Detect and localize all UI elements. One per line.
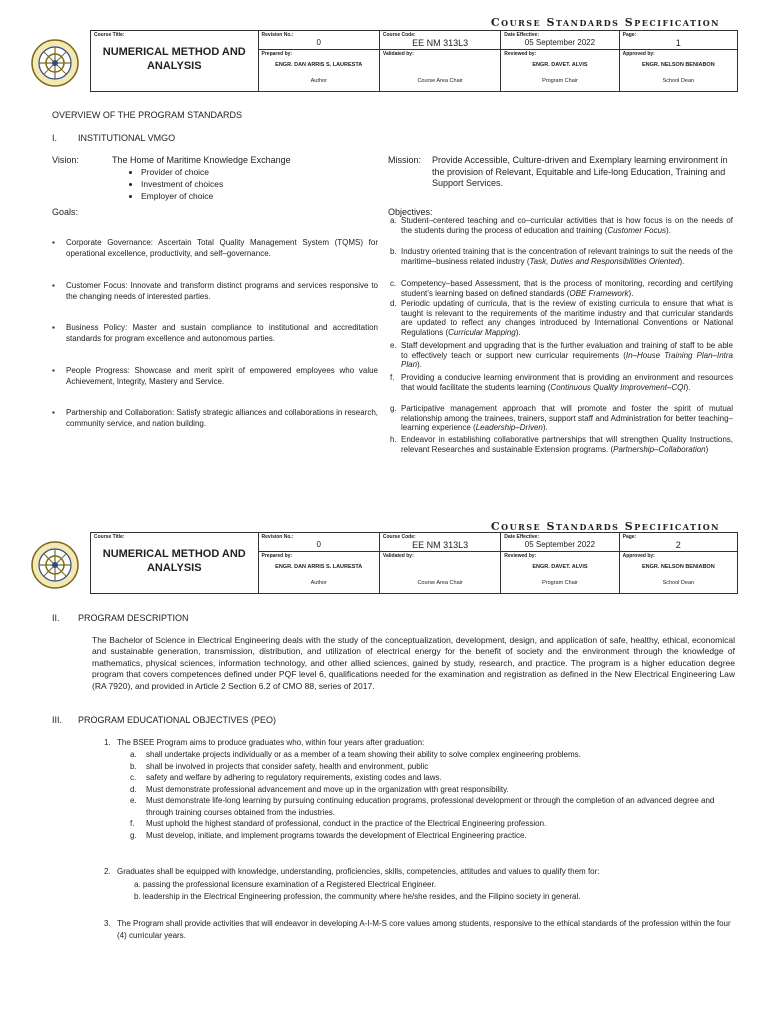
goals-label: Goals:	[52, 207, 79, 217]
section-1-title: INSTITUTIONAL VMGO	[78, 133, 176, 143]
spec-title-2: Course Standards Specification	[490, 520, 720, 533]
objective-item: b. Industry oriented training that is the concentration of relevant trainings to suit the needs of the maritime–business related industry (Task, Duties and Responsibilities Oriented).	[390, 247, 733, 266]
mission-label: Mission:	[388, 155, 422, 165]
reviewed-by: ENGR. DAVET. ALVIS	[532, 62, 588, 69]
section-1-number: I.	[52, 133, 58, 143]
list-item: f. Must uphold the highest standard of professional, conduct in the practice of the Electrical Engineering profession.	[130, 819, 547, 828]
list-item: • Provider of choice	[141, 166, 223, 178]
approver-role: School Dean	[662, 78, 695, 85]
course-title: NUMERICAL METHOD AND ANALYSIS	[102, 548, 246, 574]
list-item: g. Must develop, initiate, and implement programs towards the development of Electrical Engineering practice.	[130, 830, 527, 840]
section-2-title: PROGRAM DESCRIPTION	[78, 613, 189, 623]
reviewed-by: ENGR. DAVET. ALVIS	[532, 564, 588, 571]
validator-role: Course Area Chair	[417, 78, 463, 85]
course-header-1: Course Title: NUMERICAL METHOD AND ANALYSIS Revision No.: 0 Course Code: EE NM 313L3 Date Effective: 05 September 2022 Page: 1 Prepared by: ENGR. DAN ARRIS S. LAURESTA Author Validated by: Course Area Chair Reviewed by: ENGR. DAVET. ALVIS Program Chair Approved by: ENGR. NELSON BENIABON School Dean	[90, 30, 738, 92]
approved-by: ENGR. NELSON BENIABON	[641, 62, 715, 69]
peo-1-list	[130, 749, 735, 841]
peo-2-text: Graduates shall be equipped with knowledge, understanding, proficiencies, skills, competencies, attitudes and values to qualify them for:	[117, 867, 600, 876]
section-3-number: III.	[52, 715, 63, 725]
objective-item: h. Endeavor in establishing collaborative partnerships that will strengthen Quality Instructions, relevant Researches and sustainable Extension programs. (Partnership–Collaboration)	[390, 435, 733, 454]
approved-by: ENGR. NELSON BENIABON	[641, 564, 715, 571]
peo-2-number: 2.	[104, 867, 111, 876]
author-role: Author	[310, 580, 327, 587]
revision-no: 0	[316, 38, 321, 47]
goal-item: ▪ Partnership and Collaboration: Satisfy strategic alliances and collaborations in research, community service, and nation building.	[52, 408, 378, 428]
peo-3-number: 3.	[104, 919, 111, 928]
list-item: a. shall undertake projects individually or as a member of a team showing their ability to solve complex engineering problems.	[130, 750, 581, 759]
objective-item: a. Student–centered teaching and co–curricular activities that is how focus is on the needs of the students during the process of education and training (Customer Focus).	[390, 216, 733, 235]
goal-item: ▪ People Progress: Showcase and merit spirit of empowered employees who value Achievement, Integrity, Mastery and Service.	[52, 366, 378, 386]
objective-item: e. Staff development and upgrading that is the further evaluation and training of staff to be able to effectively teach or support new curricular requirements (In–House Training Plan–Intra Plan).	[390, 341, 733, 369]
peo-2-item-a: a. passing the professional licensure examination of a Registered Electrical Engineer.	[134, 880, 436, 889]
section-3-title: PROGRAM EDUCATIONAL OBJECTIVES (PEO)	[78, 715, 277, 725]
peo-2-item-b: b. leadership in the Electrical Engineering profession, the community where he/she resides, and the Filipino society in general.	[134, 892, 581, 901]
mission-text: Provide Accessible, Culture-driven and Exemplary learning environment in the provision of Relevant, Equitable and Life-long Education, Training and Support Services.	[432, 155, 728, 188]
list-item: e. Must demonstrate life-long learning by pursuing continuing education programs, professional development or through the completion of an advanced degree and through training courses obtained from the industries.	[130, 796, 715, 817]
spec-title-1: Course Standards Specification	[490, 16, 720, 29]
peo-1-text: The BSEE Program aims to produce graduates who, within four years after graduation:	[117, 738, 425, 747]
section-2-number: II.	[52, 613, 60, 623]
page-number: 2	[675, 540, 681, 550]
overview-heading: OVERVIEW OF THE PROGRAM STANDARDS	[52, 110, 243, 120]
date-effective: 05 September 2022	[524, 38, 596, 47]
objective-item: d. Periodic updating of curricula, that is the review of existing curricula to ensure that what is taught is relevant to the requirements of the maritime industry and that curricular standards are updated to reflect any changes introduced by International Conventions or National Regulations (Curricular Mapping).	[390, 299, 733, 337]
vision-text: The Home of Maritime Knowledge Exchange	[112, 155, 291, 165]
list-item: • Investment of choices	[141, 178, 223, 190]
prepared-by: ENGR. DAN ARRIS S. LAURESTA	[275, 62, 363, 69]
school-seal-icon	[30, 540, 80, 590]
list-item: d. Must demonstrate professional advancement and move up in the organization with great responsibility.	[130, 784, 509, 794]
course-code: EE NM 313L3	[412, 38, 469, 48]
list-item: c. safety and welfare by adhering to regulatory requirements, existing codes and laws.	[130, 773, 442, 782]
revision-no: 0	[316, 540, 321, 549]
program-description: The Bachelor of Science in Electrical Engineering deals with the study of the conceptualization, development, design, and application of safe, healthy, ethical, economical and sustainable generation, transmission, distribution, and utilization of electrical energy for the benefit of society and the environment through the knowledge of mathematics, physical sciences, information technology, and other allied sciences, gained by study, research, and practice. The program is a higher education degree program that covers competences defined under PQF level 6, qualifications needed for the examination and registration as defined in the New Electrical Engineering Law (RA 7920), and provided in Article 2 Section 6.2 of CMO 88, series of 2017.	[92, 635, 735, 691]
course-title-cell: Course Title: NUMERICAL METHOD AND ANALYSIS	[91, 31, 259, 92]
page-number: 1	[675, 38, 681, 48]
reviewer-role: Program Chair	[542, 580, 578, 587]
course-code: EE NM 313L3	[412, 540, 469, 550]
objective-item: c. Competency–based Assessment, that is the process of monitoring, recording and certifying student’s learning based on defined standards (OBE Framework).	[390, 279, 733, 298]
prepared-by: ENGR. DAN ARRIS S. LAURESTA	[275, 564, 363, 571]
approver-role: School Dean	[662, 580, 695, 587]
validator-role: Course Area Chair	[417, 580, 463, 587]
objective-item: f. Providing a conducive learning environment that is providing an environment and resources that would facilitate the students learning (Continuous Quality Improvement–CQI).	[390, 373, 733, 392]
vision-label: Vision:	[52, 155, 79, 165]
vision-list	[125, 166, 223, 202]
author-role: Author	[310, 78, 327, 85]
goal-item: ▪ Customer Focus: Innovate and transform distinct programs and services responsive to the changing needs of interested parties.	[52, 281, 378, 301]
peo-1-number: 1.	[104, 738, 111, 747]
peo-3-text: The Program shall provide activities that will endeavor in developing A-I-M-S core values among students, responsive to the ethical standards of the profession within the four (4) curricular years.	[117, 919, 731, 940]
school-seal-icon	[30, 38, 80, 88]
goal-item: ▪ Business Policy: Master and sustain compliance to institutional and accreditation standards for program excellence and autonomous parties.	[52, 323, 378, 343]
objective-item: g. Participative management approach that will promote and foster the spirit of mutual relationship among the trainees, trainers, support staff and Administration for better teaching–learning experience (Leadership–Driven).	[390, 404, 733, 432]
objectives-label: Objectives:	[388, 207, 433, 217]
goal-item: ▪ Corporate Governance: Ascertain Total Quality Management System (TQMS) for operational excellence, productivity, and self–governance.	[52, 238, 378, 258]
reviewer-role: Program Chair	[542, 78, 578, 85]
course-title: NUMERICAL METHOD AND ANALYSIS	[102, 46, 246, 72]
list-item: • Employer of choice	[141, 190, 223, 202]
list-item: b. shall be involved in projects that consider safety, health and environment, public	[130, 761, 429, 771]
course-header-2: Course Title: NUMERICAL METHOD AND ANALYSIS Revision No.: 0 Course Code: EE NM 313L3 Date Effective: 05 September 2022 Page: 2 Prepared by: ENGR. DAN ARRIS S. LAURESTA Author Validated by: Course Area Chair Reviewed by: ENGR. DAVET. ALVIS Program Chair Approved by: ENGR. NELSON BENIABON School Dean	[90, 532, 738, 594]
date-effective: 05 September 2022	[524, 540, 596, 549]
